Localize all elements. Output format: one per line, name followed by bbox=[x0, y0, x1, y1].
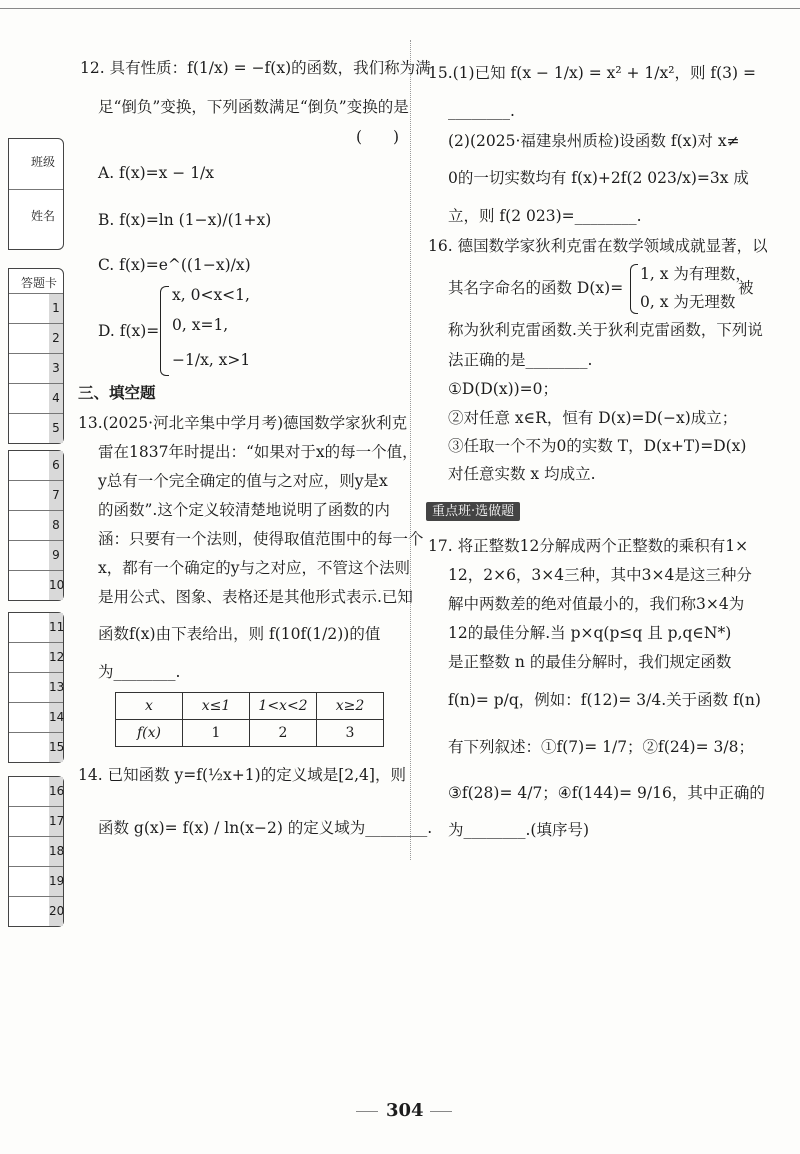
answer-slot[interactable]: 2 bbox=[49, 324, 63, 353]
q13-line: 是用公式、图象、表格还是其他形式表示.已知 bbox=[98, 588, 413, 606]
q16-statement-1: ①D(D(x))=0； bbox=[448, 380, 559, 398]
q12-option-d-case2: 0, x=1, bbox=[172, 316, 229, 334]
q17-line: 12的最佳分解.当 p×q(p≤q 且 p,q∈N*) bbox=[448, 624, 732, 642]
answer-card-group-4 bbox=[8, 776, 64, 927]
q16-answer-line[interactable]: 法正确的是________. bbox=[448, 351, 593, 369]
answer-slot[interactable]: 5 bbox=[49, 414, 63, 443]
q13-line: x，都有一个确定的y与之对应，不管这个法则 bbox=[98, 559, 410, 577]
page-number-rule-left bbox=[356, 1111, 378, 1112]
answer-slot[interactable]: 9 bbox=[49, 541, 63, 570]
q13-line: 13.(2025·河北辛集中学月考)德国数学家狄利克 bbox=[78, 414, 408, 432]
q15-answer-1[interactable]: ________. bbox=[448, 102, 515, 120]
q12-option-d-label: D. f(x)= bbox=[98, 322, 160, 340]
answer-slot[interactable]: 6 bbox=[49, 451, 63, 480]
q16-statement-3: ③任取一个不为0的实数 T，D(x+T)=D(x) bbox=[448, 437, 747, 455]
q16-line1: 16. 德国数学家狄利克雷在数学领域成就显著，以 bbox=[428, 237, 768, 255]
table-cell: 3 bbox=[317, 720, 384, 747]
top-rule bbox=[0, 8, 800, 9]
brace-icon bbox=[160, 286, 169, 376]
q12-answer-paren[interactable]: ( ) bbox=[356, 128, 400, 146]
q12-line1: 12. 具有性质：f(1/x) = −f(x)的函数，我们称为满 bbox=[80, 59, 431, 77]
page-number: 304 bbox=[386, 1100, 424, 1121]
table-row bbox=[116, 693, 384, 720]
q12-line2: 足“倒负”变换，下列函数满足“倒负”变换的是 bbox=[98, 98, 409, 116]
answer-slot[interactable]: 11 bbox=[49, 613, 63, 642]
function-table bbox=[115, 692, 384, 747]
q12-option-a: A. f(x)=x − 1/x bbox=[98, 164, 215, 182]
tag-label: 重点班·选做题 bbox=[426, 502, 520, 521]
q16-case1: 1, x 为有理数， bbox=[640, 265, 751, 283]
answer-slot[interactable]: 7 bbox=[49, 481, 63, 510]
q13-line: 涵：只要有一个法则，使得取值范围中的每一个 bbox=[98, 530, 424, 548]
answer-slot[interactable]: 1 bbox=[49, 294, 63, 323]
page-number-rule-right bbox=[430, 1111, 452, 1112]
q17-answer-line[interactable]: 为________.(填序号) bbox=[448, 821, 590, 839]
table-row bbox=[116, 720, 384, 747]
answer-card bbox=[8, 268, 64, 444]
q14-line1: 14. 已知函数 y=f(½x+1)的定义域是[2,4]，则 bbox=[78, 766, 406, 784]
section-title: 三、填空题 bbox=[78, 384, 156, 402]
q16-line3: 称为狄利克雷函数.关于狄利克雷函数，下列说 bbox=[448, 321, 763, 339]
q15-line3: (2)(2025·福建泉州质检)设函数 f(x)对 x≠ bbox=[448, 132, 740, 150]
table-cell: f(x) bbox=[116, 720, 183, 747]
class-label: 班级 bbox=[30, 155, 55, 169]
q14-line2[interactable]: 函数 g(x)= f(x) / ln(x−2) 的定义域为________. bbox=[98, 819, 433, 837]
answer-slot[interactable]: 14 bbox=[49, 703, 63, 732]
answer-card-label: 答题卡 bbox=[20, 276, 57, 290]
answer-slot[interactable]: 15 bbox=[49, 733, 63, 762]
q15-line4: 0的一切实数均有 f(x)+2f(2 023/x)=3x 成 bbox=[448, 169, 749, 187]
q17-line: ③f(28)= 4/7；④f(144)= 9/16，其中正确的 bbox=[448, 784, 765, 802]
q13-answer-line[interactable]: 为________. bbox=[98, 663, 181, 681]
answer-slot[interactable]: 4 bbox=[49, 384, 63, 413]
table-cell: 1 bbox=[183, 720, 250, 747]
q13-line: 雷在1837年时提出：“如果对于x的每一个值， bbox=[98, 443, 418, 461]
q17-line: 有下列叙述：①f(7)= 1/7；②f(24)= 3/8； bbox=[448, 738, 754, 756]
section-tag bbox=[426, 500, 520, 519]
q12-option-c: C. f(x)=e^((1−x)/x) bbox=[98, 256, 251, 274]
answer-slot[interactable]: 18 bbox=[49, 837, 63, 866]
answer-slot[interactable]: 8 bbox=[49, 511, 63, 540]
q12-option-d-case3: −1/x, x>1 bbox=[172, 351, 251, 369]
class-name-box bbox=[8, 138, 64, 250]
q17-line: 是正整数 n 的最佳分解时，我们规定函数 bbox=[448, 653, 732, 671]
q16-case2: 0, x 为无理数 bbox=[640, 293, 736, 311]
q17-line: 17. 将正整数12分解成两个正整数的乘积有1× bbox=[428, 537, 749, 555]
q15-line1: 15.(1)已知 f(x − 1/x) = x² + 1/x²，则 f(3) = bbox=[428, 64, 756, 82]
table-cell: x≥2 bbox=[317, 693, 384, 720]
table-cell: 1<x<2 bbox=[250, 693, 317, 720]
answer-slot[interactable]: 16 bbox=[49, 777, 63, 806]
answer-slot[interactable]: 10 bbox=[49, 571, 63, 600]
answer-slot[interactable]: 20 bbox=[49, 897, 63, 926]
answer-slot[interactable]: 17 bbox=[49, 807, 63, 836]
answer-slot[interactable]: 13 bbox=[49, 673, 63, 702]
table-cell: x bbox=[116, 693, 183, 720]
q17-line: 解中两数差的绝对值最小的，我们称3×4为 bbox=[448, 595, 745, 613]
q15-answer-2[interactable]: 立，则 f(2 023)=________. bbox=[448, 207, 642, 225]
q16-line2a: 其名字命名的函数 D(x)= bbox=[448, 279, 624, 297]
q16-line2b: 被 bbox=[738, 279, 754, 297]
answer-card-group-3 bbox=[8, 612, 64, 763]
answer-slot[interactable]: 12 bbox=[49, 643, 63, 672]
q13-line: y总有一个完全确定的值与之对应，则y是x bbox=[98, 472, 388, 490]
answer-slot[interactable]: 19 bbox=[49, 867, 63, 896]
q17-line: 12，2×6，3×4三种，其中3×4是这三种分 bbox=[448, 566, 752, 584]
q13-line: 的函数”.这个定义较清楚地说明了函数的内 bbox=[98, 501, 390, 519]
q12-option-d-case1: x, 0<x<1, bbox=[172, 286, 250, 304]
brace-icon bbox=[630, 264, 638, 314]
answer-card-group-2 bbox=[8, 450, 64, 601]
q17-line: f(n)= p/q，例如：f(12)= 3/4.关于函数 f(n) bbox=[448, 691, 761, 709]
table-cell: x≤1 bbox=[183, 693, 250, 720]
q13-line: 函数f(x)由下表给出，则 f(10f(1/2))的值 bbox=[98, 625, 381, 643]
table-cell: 2 bbox=[250, 720, 317, 747]
name-label: 姓名 bbox=[30, 209, 55, 223]
q16-statement-3b: 对任意实数 x 均成立. bbox=[448, 465, 596, 483]
answer-slot[interactable]: 3 bbox=[49, 354, 63, 383]
q12-option-b: B. f(x)=ln (1−x)/(1+x) bbox=[98, 211, 272, 229]
q16-statement-2: ②对任意 x∈R，恒有 D(x)=D(−x)成立； bbox=[448, 409, 738, 427]
